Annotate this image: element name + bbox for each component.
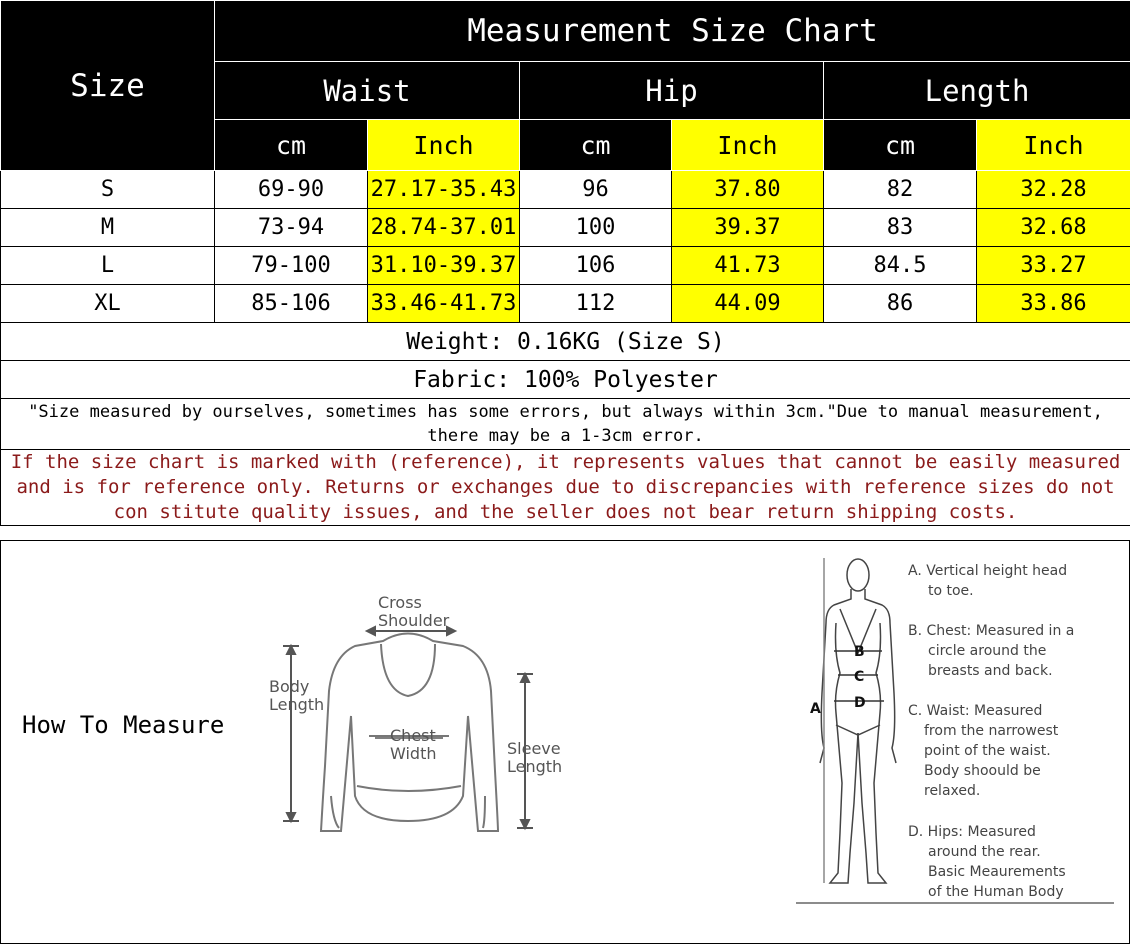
hip-header: Hip bbox=[520, 62, 824, 120]
how-to-measure-panel bbox=[0, 540, 1130, 944]
size-cell: L bbox=[1, 247, 215, 285]
hip-cm-cell: 106 bbox=[520, 247, 672, 285]
length-cm-cell: 84.5 bbox=[824, 247, 977, 285]
body-length-label-1: Body bbox=[269, 677, 310, 696]
length-inch-cell: 33.27 bbox=[977, 247, 1130, 285]
waist-cm-cell: 79-100 bbox=[215, 247, 368, 285]
body-note-b-line-3: breasts and back. bbox=[928, 663, 1053, 679]
table-row bbox=[1, 247, 1130, 285]
body-note-a-line-1: A. Vertical height head bbox=[908, 563, 1068, 579]
body-letter-b: B bbox=[854, 644, 865, 660]
sleeve-length-label-2: Length bbox=[507, 757, 563, 776]
garment-diagram bbox=[263, 596, 563, 856]
fabric-info: Fabric: 100% Polyester bbox=[1, 361, 1130, 399]
length-inch-cell: 32.28 bbox=[977, 171, 1130, 209]
how-to-measure-label: How To Measure bbox=[22, 711, 225, 739]
body-note-c-line-2: from the narrowest bbox=[924, 723, 1059, 739]
waist-inch-header: Inch bbox=[368, 120, 520, 171]
hip-cm-header: cm bbox=[520, 120, 672, 171]
cross-shoulder-label-1: Cross bbox=[378, 596, 422, 612]
length-cm-cell: 86 bbox=[824, 285, 977, 323]
length-inch-cell: 32.68 bbox=[977, 209, 1130, 247]
hip-inch-header: Inch bbox=[672, 120, 824, 171]
body-letter-c: C bbox=[854, 669, 865, 685]
chart-title: Measurement Size Chart bbox=[215, 1, 1130, 62]
waist-cm-cell: 73-94 bbox=[215, 209, 368, 247]
cross-shoulder-label-2: Shoulder bbox=[378, 611, 450, 630]
hip-inch-cell: 37.80 bbox=[672, 171, 824, 209]
body-figure-diagram bbox=[796, 553, 1116, 913]
body-letter-a: A bbox=[810, 701, 821, 717]
length-inch-cell: 33.86 bbox=[977, 285, 1130, 323]
size-cell: XL bbox=[1, 285, 215, 323]
body-note-d-line-2: around the rear. bbox=[928, 844, 1041, 860]
hip-inch-cell: 44.09 bbox=[672, 285, 824, 323]
hip-inch-cell: 41.73 bbox=[672, 247, 824, 285]
waist-inch-cell: 31.10-39.37 bbox=[368, 247, 520, 285]
body-note-c-line-4: Body shoould be bbox=[924, 763, 1041, 779]
waist-cm-cell: 69-90 bbox=[215, 171, 368, 209]
size-cell: M bbox=[1, 209, 215, 247]
body-note-c-line-1: C. Waist: Measured bbox=[908, 703, 1043, 719]
length-cm-cell: 83 bbox=[824, 209, 977, 247]
table-row bbox=[1, 171, 1130, 209]
waist-cm-cell: 85-106 bbox=[215, 285, 368, 323]
hip-cm-cell: 100 bbox=[520, 209, 672, 247]
sleeve-length-label-1: Sleeve bbox=[507, 739, 561, 758]
hip-cm-cell: 112 bbox=[520, 285, 672, 323]
waist-inch-cell: 33.46-41.73 bbox=[368, 285, 520, 323]
body-note-b-line-2: circle around the bbox=[928, 643, 1047, 659]
waist-inch-cell: 28.74-37.01 bbox=[368, 209, 520, 247]
hip-cm-cell: 96 bbox=[520, 171, 672, 209]
body-note-a-line-2: to toe. bbox=[928, 583, 974, 599]
size-cell: S bbox=[1, 171, 215, 209]
length-header: Length bbox=[824, 62, 1130, 120]
size-column-header: Size bbox=[1, 1, 215, 171]
waist-inch-cell: 27.17-35.43 bbox=[368, 171, 520, 209]
waist-header: Waist bbox=[215, 62, 520, 120]
chest-width-label-2: Width bbox=[390, 744, 437, 763]
body-letter-d: D bbox=[854, 695, 866, 711]
length-cm-cell: 82 bbox=[824, 171, 977, 209]
table-row bbox=[1, 209, 1130, 247]
table-row bbox=[1, 285, 1130, 323]
reference-warning: If the size chart is marked with (reference), it represents values that cannot be easily measured and is for reference only. Returns or exchanges due to discrepancies with reference sizes do not con stitute quality issues, and the seller does not bear return shipping costs. bbox=[1, 450, 1130, 526]
waist-cm-header: cm bbox=[215, 120, 368, 171]
length-inch-header: Inch bbox=[977, 120, 1130, 171]
body-note-d-line-3: Basic Meaurements bbox=[928, 864, 1066, 880]
body-length-label-2: Length bbox=[269, 695, 325, 714]
body-note-c-line-5: relaxed. bbox=[924, 783, 981, 799]
chest-width-label-1: Chest bbox=[390, 726, 436, 745]
body-note-c-line-3: point of the waist. bbox=[924, 743, 1051, 759]
hip-inch-cell: 39.37 bbox=[672, 209, 824, 247]
body-note-d-line-1: D. Hips: Measured bbox=[908, 824, 1036, 840]
length-cm-header: cm bbox=[824, 120, 977, 171]
weight-info: Weight: 0.16KG (Size S) bbox=[1, 323, 1130, 361]
body-note-d-line-4: of the Human Body bbox=[928, 884, 1064, 900]
body-note-b-line-1: B. Chest: Measured in a bbox=[908, 623, 1075, 639]
measurement-note: "Size measured by ourselves, sometimes has some errors, but always within 3cm."Due to manual measurement, there may be a 1-3cm error. bbox=[1, 399, 1130, 450]
